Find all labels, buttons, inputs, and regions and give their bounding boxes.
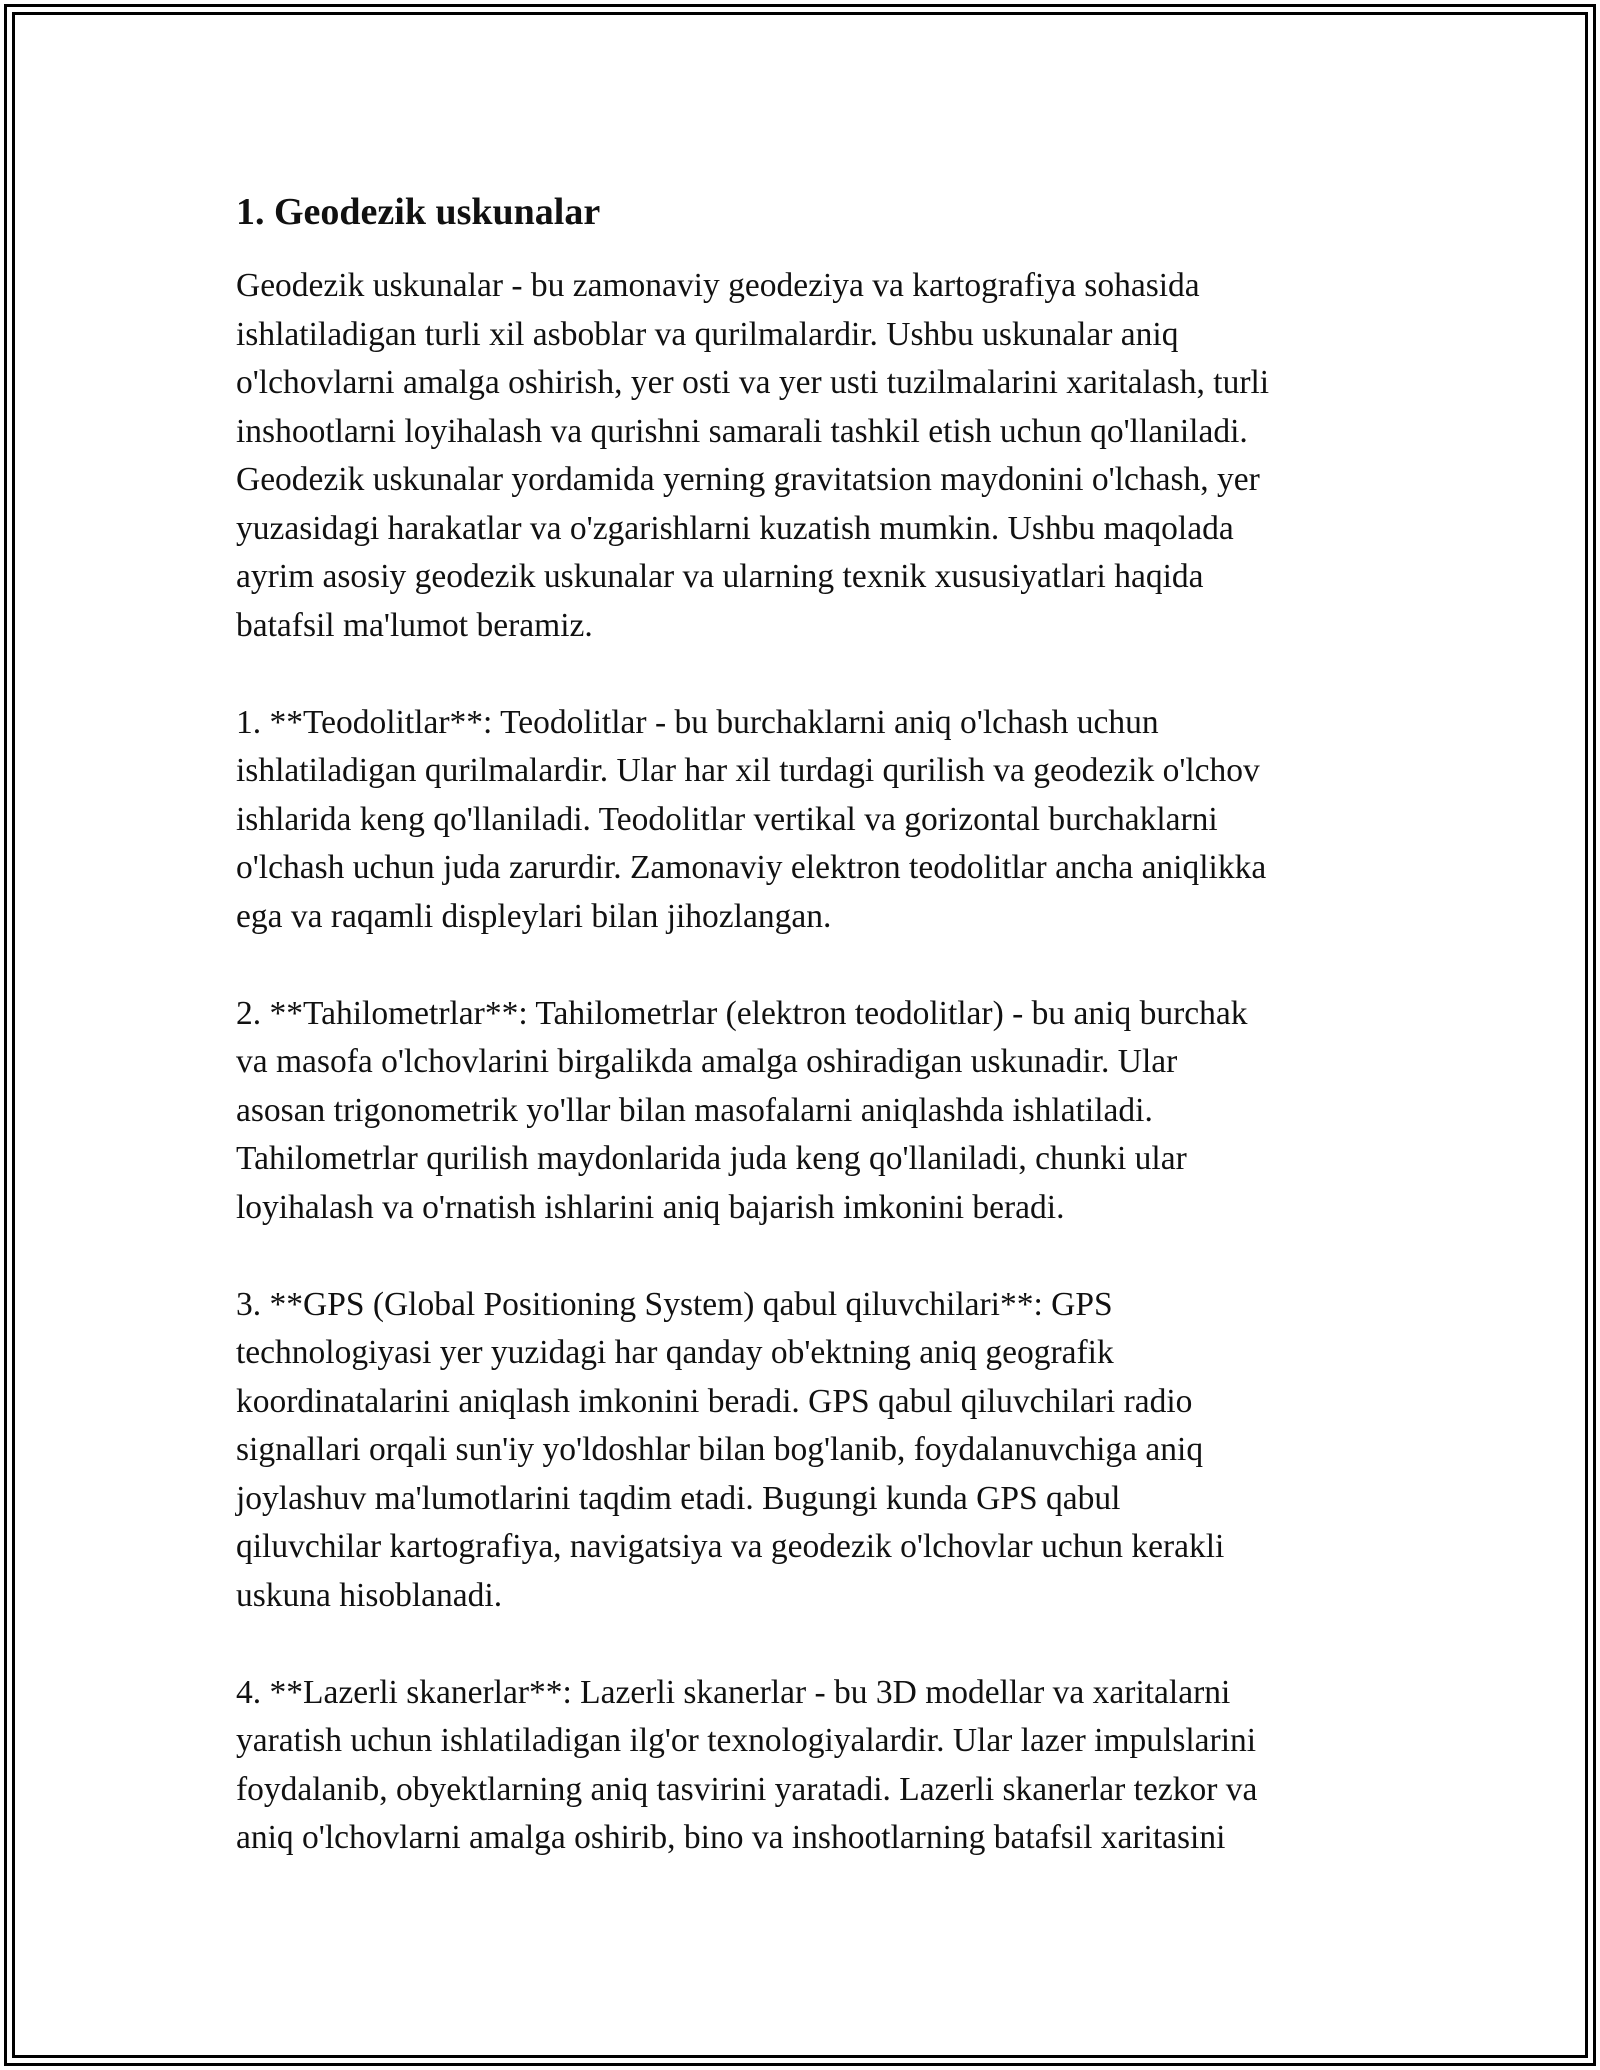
paragraph-tahilometrlar: 2. **Tahilometrlar**: Tahilometrlar (elektron teodolitlar) - bu aniq burchak va masofa o'lchovlarini birgalikda amalga oshiradigan uskunadir. Ular asosan trigonometrik yo'llar bilan masofalarni aniqlashda ishlatiladi. Tahilometrlar qurilish maydonlarida juda keng qo'llaniladi, chunki ular loyihalash va o'rnatish ishlarini aniq bajarish imkonini beradi.	[236, 994, 1248, 1226]
paragraph-gps: 3. **GPS (Global Positioning System) qabul qiluvchilari**: GPS technologiyasi yer yuzidagi har qanday ob'ektning aniq geografik koordinatalarini aniqlash imkonini beradi. GPS qabul qiluvchilari radio signallari orqali sun'iy yo'ldoshlar bilan bog'lanib, foydalanuvchiga aniq joylashuv ma'lumotlarini taqdim etadi. Bugungi kunda GPS qabul qiluvchilar kartografiya, navigatsiya va geodezik o'lchovlar uchun kerakli uskuna hisoblanadi.	[236, 1285, 1225, 1614]
document-body	[236, 188, 1376, 1911]
paragraph-lazerli-skanerlar: 4. **Lazerli skanerlar**: Lazerli skanerlar - bu 3D modellar va xaritalarni yaratish uchun ishlatiladigan ilg'or texnologiyalardir. Ular lazer impulslarini foydalanib, obyektlarning aniq tasvirini yaratadi. Lazerli skanerlar tezkor va aniq o'lchovlarni amalga oshirib, bino va inshootlarning batafsil xaritasini	[236, 1673, 1258, 1856]
intro-paragraph: Geodezik uskunalar - bu zamonaviy geodeziya va kartografiya sohasida ishlatiladigan turli xil asboblar va qurilmalardir. Ushbu uskunalar aniq o'lchovlarni amalga oshirish, yer osti va yer usti tuzilmalarini xaritalash, turli inshootlarni loyihalash va qurishni samarali tashkil etish uchun qo'llaniladi. Geodezik uskunalar yordamida yerning gravitatsion maydonini o'lchash, yer yuzasidagi harakatlar va o'zgarishlarni kuzatish mumkin. Ushbu maqolada ayrim asosiy geodezik uskunalar va ularning texnik xususiyatlari haqida batafsil ma'lumot beramiz.	[236, 267, 1270, 644]
paragraph-teodolitlar: 1. **Teodolitlar**: Teodolitlar - bu burchaklarni aniq o'lchash uchun ishlatiladigan qurilmalardir. Ular har xil turdagi qurilish va geodezik o'lchov ishlarida keng qo'llaniladi. Teodolitlar vertikal va gorizontal burchaklarni o'lchash uchun juda zarurdir. Zamonaviy elektron teodolitlar ancha aniqlikka ega va raqamli displeylari bilan jihozlangan.	[236, 703, 1267, 935]
page-title: 1. Geodezik uskunalar	[236, 191, 601, 233]
